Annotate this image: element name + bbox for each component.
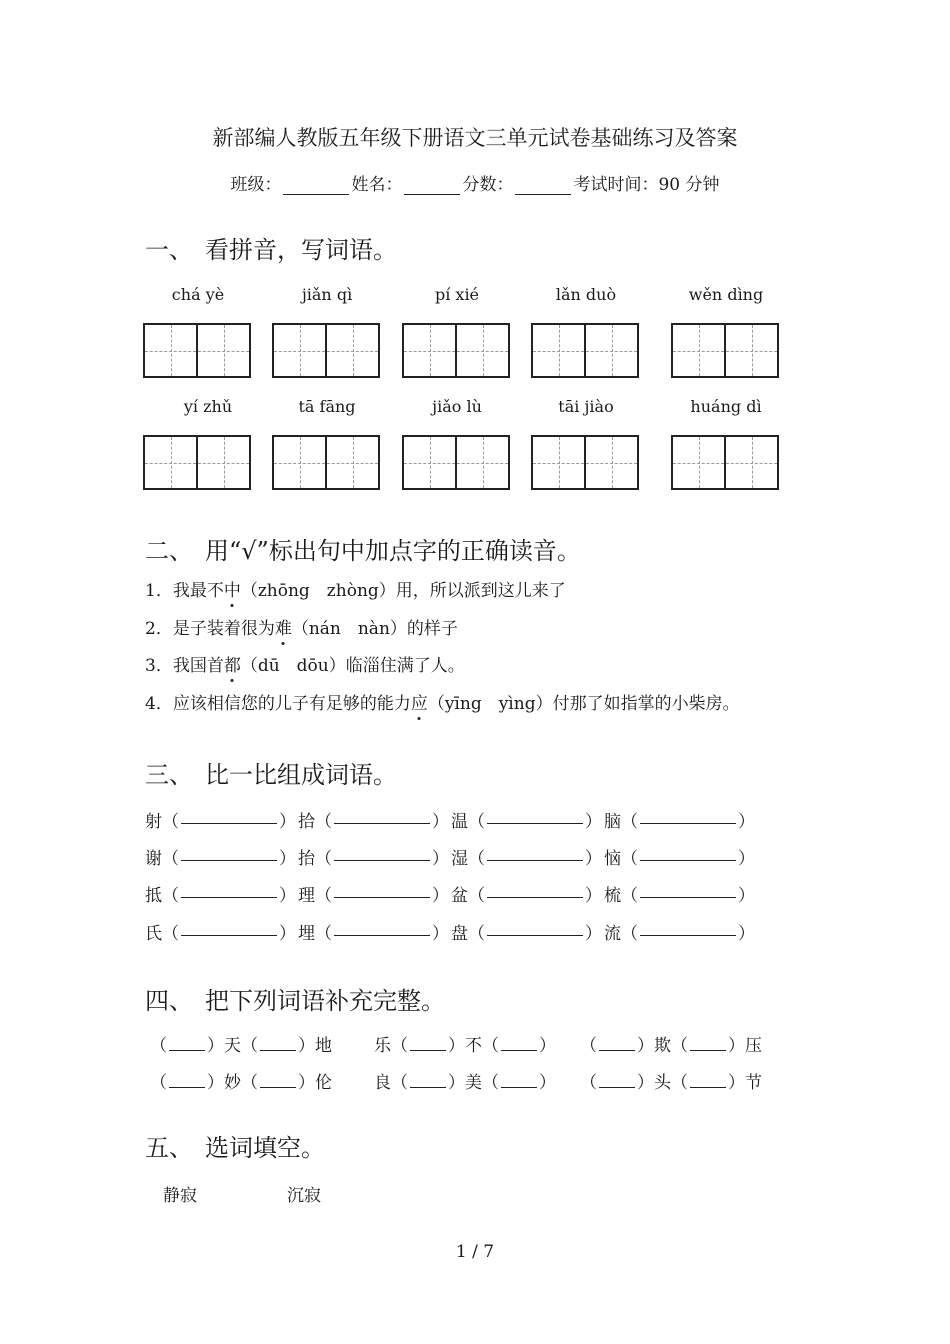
- pinyin-label: jiǎn qì: [301, 285, 353, 304]
- answer-blank[interactable]: [169, 1071, 205, 1088]
- question-2: 2．是子装着很为难（nán nàn）的样子: [145, 619, 458, 639]
- compose-row: 射 （ ） 拾 （ ） 温 （ ） 脑 （ ）: [145, 807, 757, 832]
- writing-grid[interactable]: [531, 323, 639, 378]
- answer-blank[interactable]: [410, 1034, 446, 1051]
- answer-blank[interactable]: [334, 919, 430, 936]
- section-3-heading: 三、 比一比组成词语。: [145, 761, 397, 789]
- answer-blank[interactable]: [690, 1071, 726, 1088]
- answer-blank[interactable]: [640, 844, 736, 861]
- idiom-item: （ ）妙（ ）伦: [150, 1073, 332, 1093]
- idiom-item: （ ）天（ ）地: [150, 1036, 332, 1056]
- writing-grid[interactable]: [402, 435, 510, 490]
- word-option: 静寂: [163, 1186, 197, 1206]
- question-1: 1．我最不中（zhōng zhòng）用，所以派到这儿来了: [145, 581, 566, 601]
- time-label: 考试时间：90 分钟: [573, 175, 720, 195]
- answer-blank[interactable]: [334, 807, 430, 824]
- idiom-item: （ ）头（ ）节: [580, 1073, 762, 1093]
- writing-grid[interactable]: [531, 435, 639, 490]
- pinyin-label: pí xié: [434, 285, 480, 304]
- pinyin-label: chá yè: [171, 285, 225, 304]
- writing-grid[interactable]: [671, 435, 779, 490]
- answer-blank[interactable]: [410, 1071, 446, 1088]
- writing-grid[interactable]: [671, 323, 779, 378]
- answer-blank[interactable]: [487, 844, 583, 861]
- writing-grid[interactable]: [272, 435, 380, 490]
- pinyin-label: tā fāng: [298, 397, 356, 416]
- answer-blank[interactable]: [501, 1071, 537, 1088]
- answer-blank[interactable]: [181, 881, 277, 898]
- answer-blank[interactable]: [260, 1071, 296, 1088]
- dotted-char: 中: [223, 581, 241, 601]
- idiom-item: 乐（ ）不（ ）: [374, 1036, 556, 1056]
- idiom-item: （ ）欺（ ）压: [580, 1036, 762, 1056]
- answer-blank[interactable]: [690, 1034, 726, 1051]
- answer-blank[interactable]: [501, 1034, 537, 1051]
- answer-blank[interactable]: [640, 881, 736, 898]
- name-blank[interactable]: [404, 176, 460, 195]
- answer-blank[interactable]: [640, 919, 736, 936]
- answer-blank[interactable]: [169, 1034, 205, 1051]
- compose-row: 谢 （ ） 抬 （ ） 湿 （ ） 恼 （ ）: [145, 844, 757, 869]
- question-3: 3．我国首都（dū dōu）临淄住满了人。: [145, 656, 465, 676]
- writing-grid[interactable]: [272, 323, 380, 378]
- class-blank[interactable]: [283, 176, 349, 195]
- word-option: 沉寂: [287, 1186, 321, 1206]
- writing-grid[interactable]: [143, 323, 251, 378]
- section-2-heading: 二、 用“√”标出句中加点字的正确读音。: [145, 537, 581, 565]
- score-label: 分数：: [462, 175, 514, 195]
- pinyin-label: lǎn duò: [555, 285, 617, 304]
- pinyin-label: wěn dìng: [688, 285, 764, 304]
- idiom-item: 良（ ）美（ ）: [374, 1073, 556, 1093]
- score-blank[interactable]: [515, 176, 571, 195]
- answer-blank[interactable]: [487, 881, 583, 898]
- pinyin-label: tāi jiào: [558, 397, 614, 416]
- answer-blank[interactable]: [181, 919, 277, 936]
- student-info-line: [0, 170, 950, 195]
- answer-blank[interactable]: [599, 1071, 635, 1088]
- name-label: 姓名：: [351, 175, 403, 195]
- answer-blank[interactable]: [181, 844, 277, 861]
- answer-blank[interactable]: [640, 807, 736, 824]
- question-4: 4．应该相信您的儿子有足够的能力应（yīng yìng）付那了如指掌的小柴房。: [145, 694, 740, 714]
- answer-blank[interactable]: [599, 1034, 635, 1051]
- answer-blank[interactable]: [487, 919, 583, 936]
- answer-blank[interactable]: [487, 807, 583, 824]
- answer-blank[interactable]: [334, 881, 430, 898]
- section-4-heading: 四、 把下列词语补充完整。: [145, 987, 445, 1015]
- compose-row: 氏 （ ） 埋 （ ） 盘 （ ） 流 （ ）: [145, 919, 757, 944]
- pinyin-label: jiǎo lù: [432, 397, 482, 416]
- page-number: 1 / 7: [455, 1242, 495, 1262]
- writing-grid[interactable]: [402, 323, 510, 378]
- section-5-heading: 五、 选词填空。: [145, 1134, 325, 1162]
- answer-blank[interactable]: [181, 807, 277, 824]
- section-1-heading: 一、 看拼音，写词语。: [145, 236, 397, 264]
- writing-grid[interactable]: [143, 435, 251, 490]
- pinyin-label: huáng dì: [690, 397, 762, 416]
- dotted-char: 难: [274, 619, 292, 639]
- dotted-char: 都: [223, 656, 241, 676]
- page-title: 新部编人教版五年级下册语文三单元试卷基础练习及答案: [212, 126, 738, 150]
- pinyin-label: yí zhǔ: [183, 397, 233, 416]
- dotted-char: 应: [410, 694, 428, 714]
- compose-row: 抵 （ ） 理 （ ） 盆 （ ） 梳 （ ）: [145, 881, 757, 906]
- class-label: 班级：: [230, 175, 282, 195]
- answer-blank[interactable]: [260, 1034, 296, 1051]
- answer-blank[interactable]: [334, 844, 430, 861]
